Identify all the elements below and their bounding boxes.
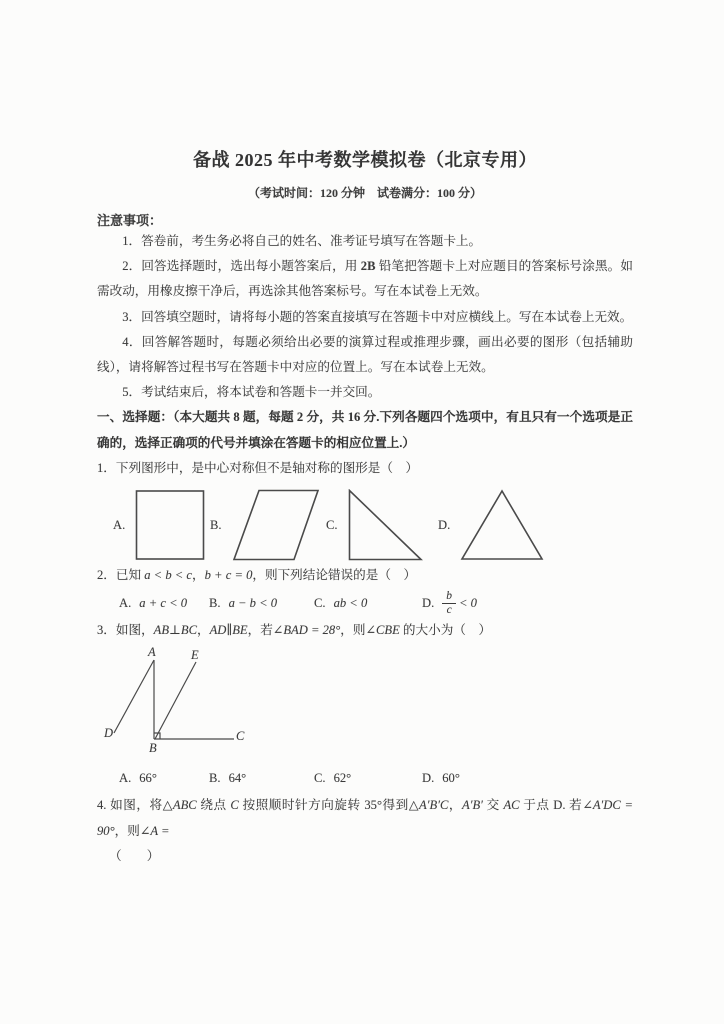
q3-option-b-value: 64°: [228, 771, 247, 786]
q2-option-b-value: a − b < 0: [228, 596, 278, 611]
notice-item-4: 4．回答解答题时，每题必须给出必要的演算过程或推理步骤，画出必要的图形（包括辅助线），请将解答过程书写在答题卡中对应的位置上。写在本试卷上无效。: [97, 334, 633, 375]
page-content: [97, 0, 633, 869]
page-title: 备战 2025 年中考数学模拟卷（北京专用）: [193, 150, 537, 170]
q1-option-a: [113, 489, 205, 561]
q3-option-c-label: C.: [314, 771, 326, 786]
q2-option-b: [209, 590, 314, 616]
notice-heading: 注意事项：: [97, 213, 163, 228]
figure-point-b-label: B: [149, 741, 157, 756]
figure-point-c-label: C: [236, 729, 245, 744]
q3-option-a-label: A.: [119, 771, 132, 786]
question-3-figure: [101, 645, 281, 759]
q2-option-c-value: ab < 0: [333, 596, 368, 611]
question-3-options: [97, 763, 633, 793]
question-1-text: 1．下列图形中，是中心对称但不是轴对称的图形是（ ）: [97, 460, 419, 475]
q3-option-d-value: 60°: [442, 771, 460, 786]
notice-item-3: 3．回答填空题时，请将每小题的答案直接填写在答题卡中对应横线上。写在本试卷上无效。: [122, 309, 633, 324]
question-4-text: 4. 如图，将△ABC 绕点 C 按照顺时针方向旋转 35°得到△A′B′C，A′B′ 交 AC 于点 D. 若∠A′DC = 90°，则∠A =: [97, 798, 633, 838]
q2-option-d: [422, 590, 477, 616]
figure-point-a-label: A: [148, 645, 156, 660]
q1-option-c-label: C.: [326, 517, 338, 532]
section-1-heading: 一、选择题：（本大题共 8 题，每题 2 分，共 16 分.下列各题四个选项中，有且只有一个选项是正确的，选择正确项的代号并填涂在答题卡的相应位置上.）: [97, 410, 633, 450]
q3-option-d: [422, 765, 460, 791]
q2-option-c-label: C.: [314, 596, 326, 611]
q3-option-a-value: 66°: [139, 771, 157, 786]
figure-point-d-label: D: [104, 726, 114, 741]
q1-option-a-label: A.: [113, 517, 126, 532]
parallelogram-shape-icon: [232, 489, 320, 561]
q3-option-c-value: 62°: [333, 771, 352, 786]
q2-option-d-label: D.: [422, 596, 435, 611]
question-2-text: 2．已知 a < b < c，b + c = 0，则下列结论错误的是（ ）: [97, 568, 417, 583]
fraction-b-over-c: [442, 590, 456, 616]
q3-option-b-label: B.: [209, 771, 221, 786]
exam-time-score-subtitle: （考试时间：120 分钟 试卷满分：100 分）: [247, 186, 482, 200]
q2-option-a-label: A.: [119, 596, 132, 611]
q2-option-a: [119, 590, 209, 616]
q1-option-c: [326, 489, 423, 561]
q1-option-d-label: D.: [438, 517, 451, 532]
figure-point-e-label: E: [191, 648, 199, 663]
fraction-denominator: c: [446, 603, 452, 616]
q3-option-a: [119, 765, 209, 791]
notice-item-1: 1．答卷前，考生务必将自己的姓名、准考证号填写在答题卡上。: [122, 234, 482, 248]
q1-option-d: [438, 489, 545, 561]
isosceles-triangle-shape-icon: [460, 489, 545, 561]
q3-option-b: [209, 765, 314, 791]
q1-option-b: [210, 489, 320, 561]
question-3-text: 3．如图，AB⊥BC，AD∥BE，若∠BAD = 28°，则∠CBE 的大小为（ ）: [97, 623, 492, 638]
q2-option-a-value: a + c < 0: [139, 596, 188, 611]
right-triangle-shape-icon: [348, 489, 423, 561]
q2-option-b-label: B.: [209, 596, 221, 611]
q3-option-d-label: D.: [422, 771, 435, 786]
notice-item-2: [97, 254, 633, 304]
square-shape-icon: [135, 489, 205, 561]
fraction-numerator: b: [442, 590, 456, 604]
q2-option-c: [314, 590, 422, 616]
question-4-answer-blank: （ ）: [109, 848, 160, 863]
notice-item-2-bold: 2B: [360, 259, 376, 274]
q2-option-d-suffix: < 0: [459, 596, 477, 611]
notice-item-2-pre: 2．回答选择题时，选出每小题答案后，用: [122, 259, 361, 274]
question-1-figure-row: [97, 487, 633, 563]
q3-option-c: [314, 765, 422, 791]
notice-item-2-post: 铅笔把答题卡上对应题目的答案标号涂黑。如需改动，用橡皮擦干净后，再选涂其他答案标号。写在本试卷上无效。: [97, 259, 633, 299]
angle-diagram-icon: [101, 645, 281, 759]
notice-item-5: 5．考试结束后，将本试卷和答题卡一并交回。: [122, 385, 381, 400]
q1-option-b-label: B.: [210, 517, 222, 532]
question-2-options: [97, 588, 633, 618]
